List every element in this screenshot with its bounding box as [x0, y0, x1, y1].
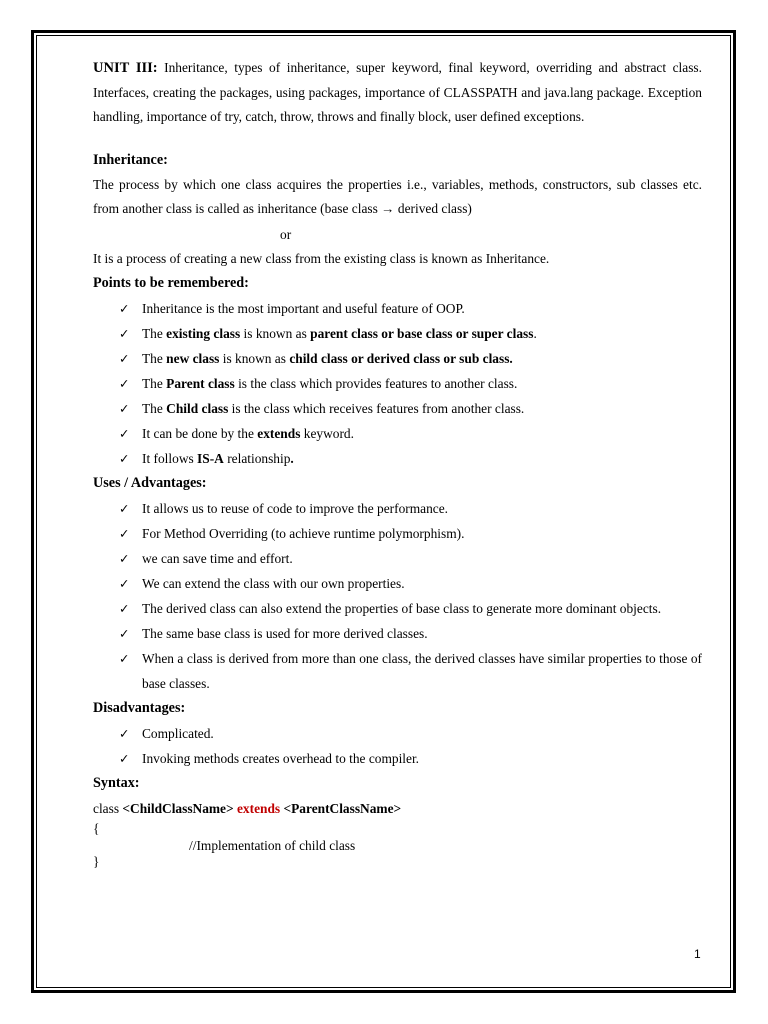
list-item: ✓ The Parent class is the class which provides features to another class. [93, 371, 702, 396]
checkmark-icon: ✓ [119, 326, 130, 341]
disadvantages-heading: Disadvantages: [93, 700, 186, 716]
unit-label: UNIT III: [93, 60, 158, 76]
list-item: ✓ When a class is derived from more than one class, the derived classes have similar properties to those of base classes. [93, 646, 702, 696]
syntax-close-brace: } [93, 854, 100, 869]
inheritance-heading: Inheritance: [93, 151, 168, 168]
list-item: ✓ It follows IS-A relationship. [93, 446, 702, 471]
syntax-code-block [93, 796, 702, 871]
list-item: ✓ The Child class is the class which receives features from another class. [93, 396, 702, 421]
unit-text: Inheritance, types of inheritance, super keyword, final keyword, overriding and abstract class. Interfaces, creating the packages, using packages, importance of CLASSPATH and java.lang package. Exception handling, importance of try, catch, throw, throws and finally block, user defined exceptions. [93, 60, 702, 124]
list-item: ✓ Inheritance is the most important and useful feature of OOP. [93, 296, 702, 321]
checkmark-icon: ✓ [119, 451, 130, 466]
or-separator: or [280, 226, 292, 242]
checkmark-icon: ✓ [119, 601, 130, 616]
checkmark-icon: ✓ [119, 751, 130, 766]
unit-intro [93, 56, 702, 130]
syntax-heading: Syntax: [93, 775, 140, 791]
list-item: ✓ It can be done by the extends keyword. [93, 421, 702, 446]
checkmark-icon: ✓ [119, 526, 130, 541]
syntax-open-brace: { [93, 821, 100, 836]
points-list [93, 296, 702, 471]
checkmark-icon: ✓ [119, 626, 130, 641]
disadvantages-list [93, 721, 702, 771]
syntax-declaration: class <ChildClassName> extends <ParentClassName> [93, 801, 402, 816]
checkmark-icon: ✓ [119, 301, 130, 316]
list-item: ✓ we can save time and effort. [93, 546, 702, 571]
list-item: ✓ We can extend the class with our own properties. [93, 571, 702, 596]
list-item: ✓ It allows us to reuse of code to improve the performance. [93, 496, 702, 521]
list-item: ✓ Complicated. [93, 721, 702, 746]
checkmark-icon: ✓ [119, 351, 130, 366]
list-item: ✓ The same base class is used for more derived classes. [93, 621, 702, 646]
checkmark-icon: ✓ [119, 651, 130, 666]
list-item: ✓ The new class is known as child class or derived class or sub class. [93, 346, 702, 371]
checkmark-icon: ✓ [119, 426, 130, 441]
list-item: ✓ The derived class can also extend the properties of base class to generate more dominant objects. [93, 596, 702, 621]
uses-heading: Uses / Advantages: [93, 475, 207, 491]
checkmark-icon: ✓ [119, 576, 130, 591]
inheritance-definition-alt: It is a process of creating a new class from the existing class is known as Inheritance. [93, 250, 550, 266]
document-body [93, 56, 702, 871]
uses-list [93, 496, 702, 696]
list-item: ✓ The existing class is known as parent class or base class or super class. [93, 321, 702, 346]
page-number: 1 [694, 947, 701, 961]
list-item: ✓ For Method Overriding (to achieve runtime polymorphism). [93, 521, 702, 546]
syntax-comment: //Implementation of child class [189, 837, 356, 853]
list-item: ✓ Invoking methods creates overhead to the compiler. [93, 746, 702, 771]
checkmark-icon: ✓ [119, 376, 130, 391]
points-heading: Points to be remembered: [93, 275, 249, 291]
checkmark-icon: ✓ [119, 726, 130, 741]
checkmark-icon: ✓ [119, 551, 130, 566]
inheritance-definition: The process by which one class acquires the properties i.e., variables, methods, constructors, sub classes etc. from another class is called as inheritance (base class → derived class) [93, 176, 702, 216]
checkmark-icon: ✓ [119, 501, 130, 516]
checkmark-icon: ✓ [119, 401, 130, 416]
